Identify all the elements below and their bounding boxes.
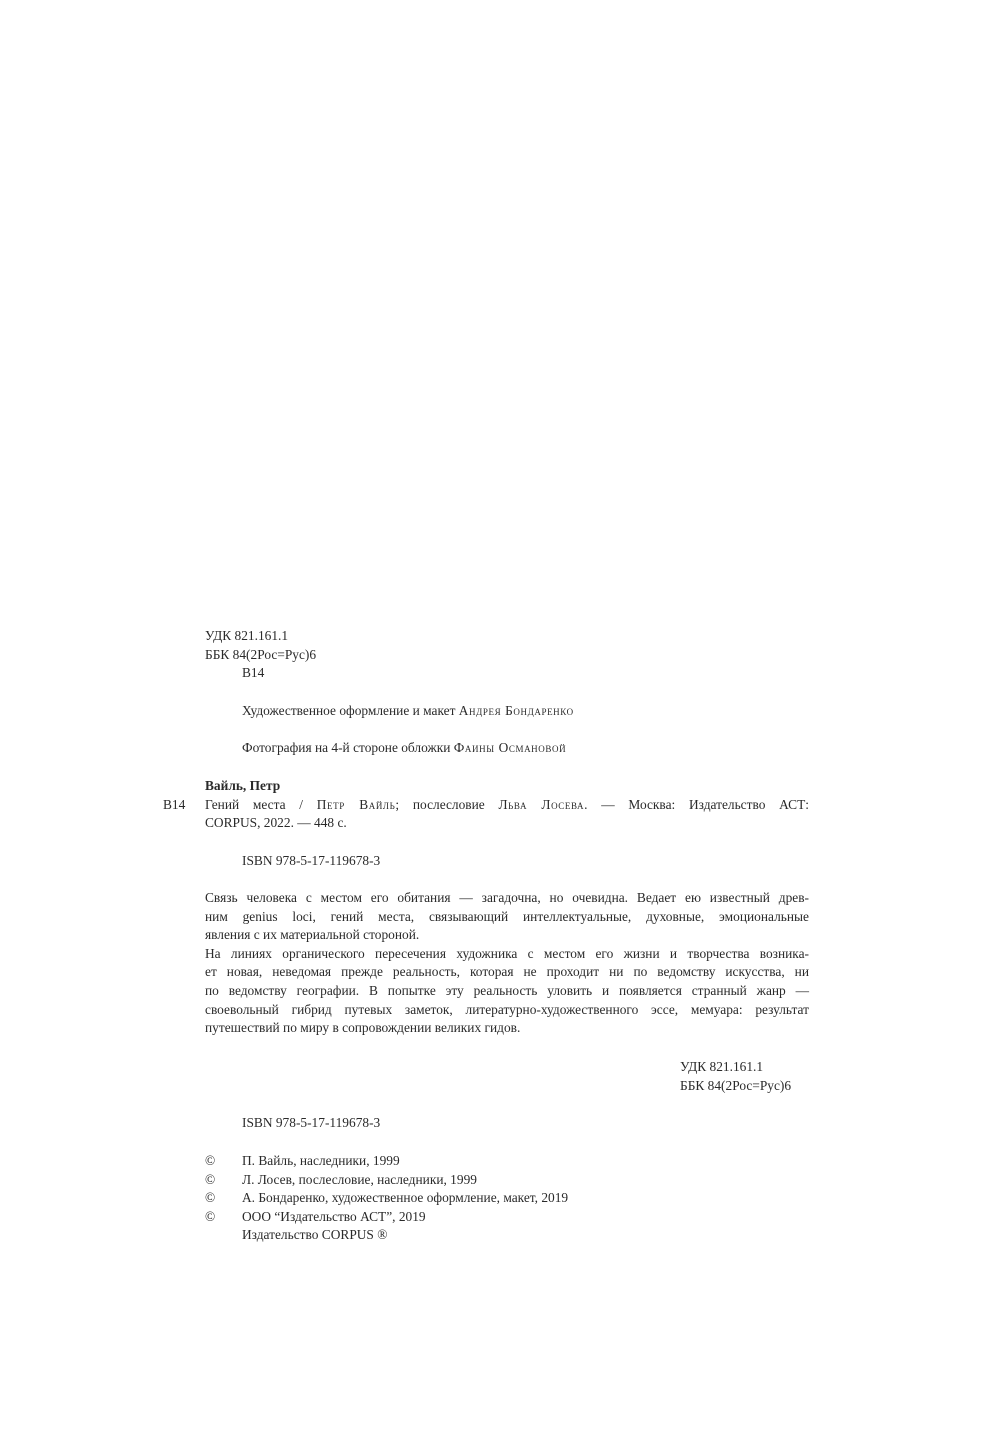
udk-code: УДК 821.161.1 — [205, 628, 289, 643]
record-title: Гений места / — [205, 796, 317, 812]
copyright-text: А. Бондаренко, художественное оформление, макет, 2019 — [242, 1190, 569, 1206]
annotation-line: по ведомству географии. В попытке эту реальность уловить и появляется странный жанр — — [205, 982, 809, 998]
annotation — [205, 889, 809, 1038]
record-isbn: ISBN 978-5-17-119678-3 — [242, 853, 381, 868]
record-afterword-name: Льва Лосева — [498, 796, 585, 812]
annotation-line: своевольный гибрид путевых заметок, литературно-художественного эссе, мемуара: результат — [205, 1001, 809, 1017]
design-credit-text: Художественное оформление и макет — [242, 703, 459, 718]
copyright-sign: © — [205, 1171, 216, 1187]
design-credit — [242, 702, 574, 721]
footer-classification — [680, 1058, 791, 1095]
copyright-text: ООО “Издательство АСТ”, 2019 — [242, 1208, 426, 1224]
copyright-sign: © — [205, 1153, 216, 1168]
annotation-line: ним genius loci, гений места, связывающий интеллектуальные, духовные, эмоциональные — [205, 908, 809, 924]
annotation-line: ет новая, неведомая прежде реальность, которая не проходит ни по ведомству искусства, ни — [205, 964, 809, 980]
record-title-line — [205, 796, 809, 815]
photo-credit-text: Фотография на 4-й стороне обложки — [242, 740, 454, 755]
publisher-imprint: Издательство CORPUS ® — [242, 1227, 388, 1243]
designer-name: Андрея Бондаренко — [458, 703, 574, 718]
record-imprint-continued: CORPUS, 2022. — 448 с. — [205, 815, 347, 831]
footer-udk-code: УДК 821.161.1 — [680, 1059, 764, 1074]
author-mark: В14 — [242, 665, 265, 681]
annotation-line: На линиях органического пересечения художника с местом его жизни и творчества возника- — [205, 945, 809, 961]
annotation-line: явления с их материальной стороной. — [205, 927, 420, 943]
copyright-block — [205, 1152, 568, 1245]
annotation-line: Связь человека с местом его обитания — загадочна, но очевидна. Ведает ею известный древ- — [205, 890, 809, 905]
footer-isbn: ISBN 978-5-17-119678-3 — [242, 1115, 381, 1130]
record-afterword: ; послесловие — [395, 796, 499, 812]
copyright-line — [205, 1171, 568, 1190]
record-heading: Вайль, Петр — [205, 778, 281, 793]
record-author-name: Петр Вайль — [316, 796, 396, 812]
record-imprint: . — Москва: Издательство АСТ: — [584, 796, 809, 812]
classification-block — [205, 627, 316, 683]
copyright-sign: © — [205, 1190, 216, 1206]
copyright-line — [205, 1189, 568, 1208]
copyright-text: П. Вайль, наследники, 1999 — [242, 1153, 400, 1168]
annotation-line: путешествий по миру в сопровождении великих гидов. — [205, 1020, 521, 1036]
photo-credit — [242, 739, 566, 758]
photographer-name: Фаины Османовой — [453, 740, 567, 755]
copyright-line — [205, 1208, 568, 1227]
bbk-code: ББК 84(2Рос=Рус)6 — [205, 646, 317, 662]
copyright-sign: © — [205, 1208, 216, 1224]
footer-bbk-code: ББК 84(2Рос=Рус)6 — [680, 1077, 792, 1093]
copyright-line — [205, 1152, 568, 1171]
bibliographic-record — [205, 777, 809, 833]
copyright-text: Л. Лосев, послесловие, наследники, 1999 — [242, 1171, 477, 1187]
record-author-mark: В14 — [163, 797, 186, 812]
